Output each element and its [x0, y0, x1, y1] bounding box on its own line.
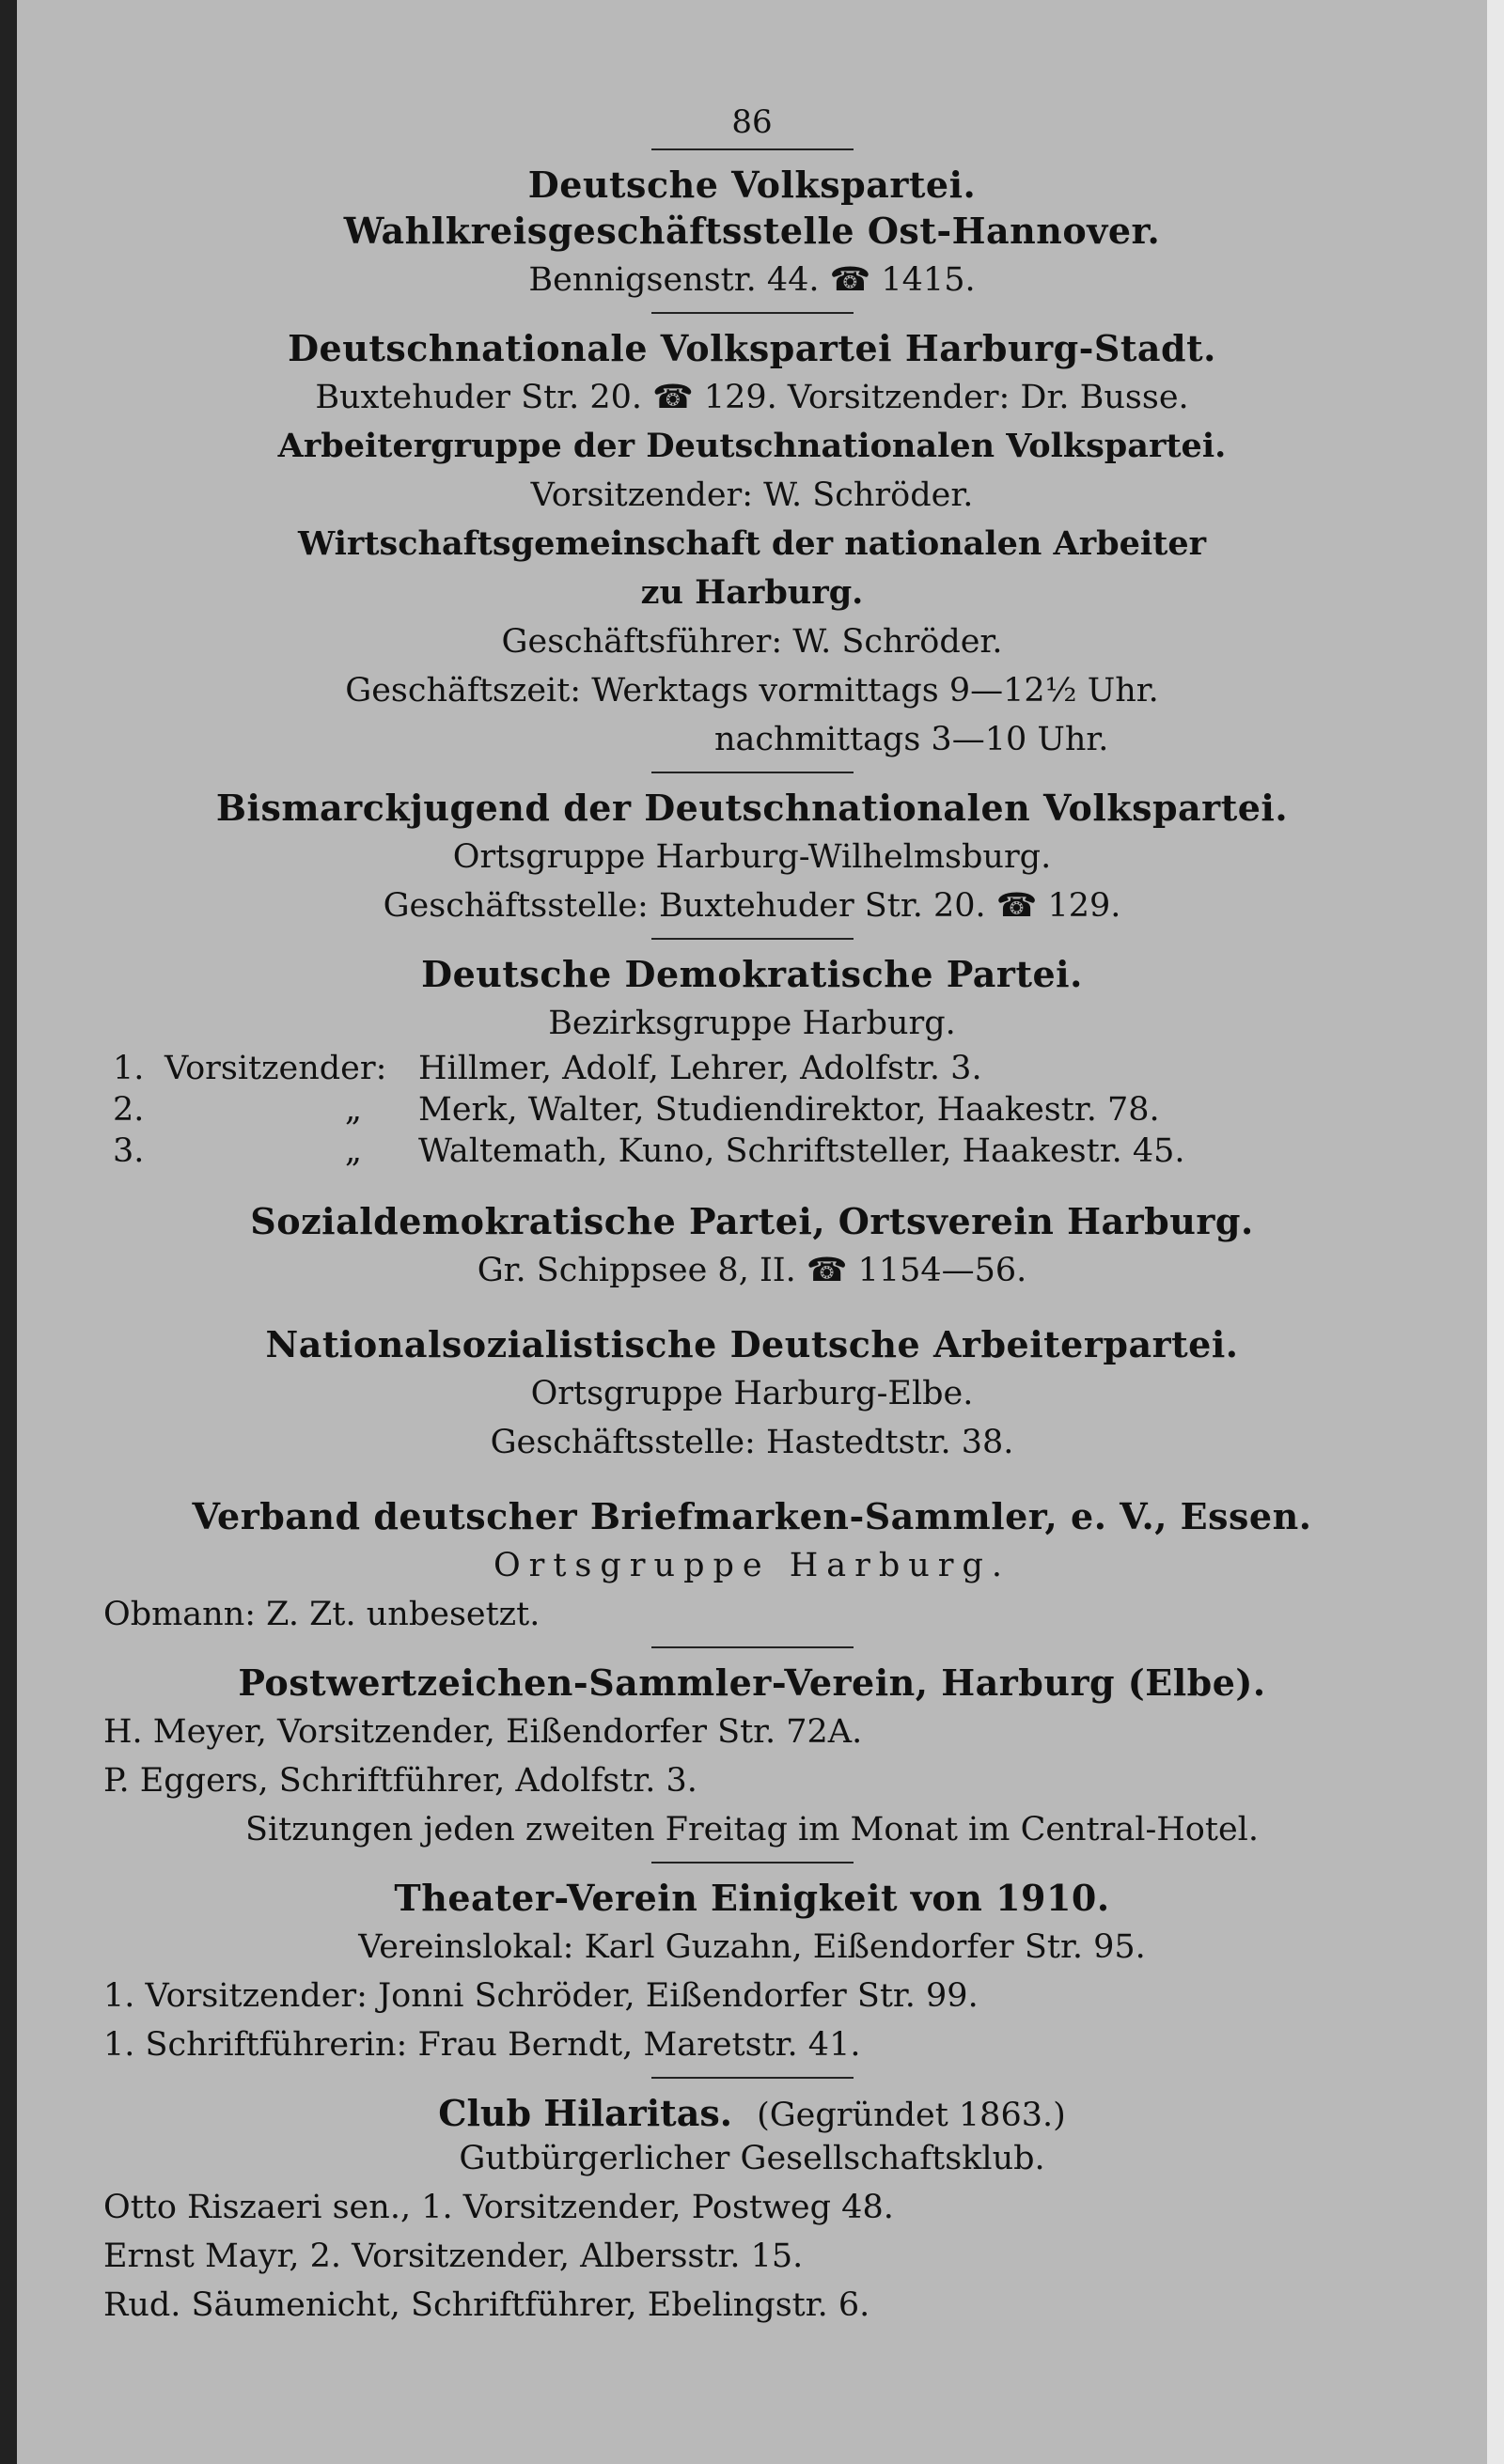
section-title: Theater-Verein Einigkeit von 1910. [394, 1877, 1110, 1919]
text-line: H. Meyer, Vorsitzender, Eißendorfer Str. 72A. [103, 1713, 863, 1751]
text-line: Ernst Mayr, 2. Vorsitzender, Albersstr. 15. [103, 2238, 804, 2275]
text-line: Geschäftszeit: Werktags vormittags 9—12½ Uhr. [345, 672, 1159, 710]
text-line: zu Harburg. [640, 573, 864, 612]
text-line: Vorsitzender: W. Schröder. [530, 476, 974, 514]
section-dvp [103, 164, 1401, 304]
section-title: Sozialdemokratische Partei, Ortsverein Harburg. [250, 1200, 1254, 1242]
divider [651, 772, 854, 773]
item-label: „ [344, 1091, 362, 1129]
text-line: Geschäftsstelle: Hastedtstr. 38. [490, 1424, 1014, 1461]
item-text: Merk, Walter, Studiendirektor, Haakestr. 78. [418, 1091, 1160, 1129]
divider [651, 938, 854, 940]
section-ddp [103, 953, 1401, 1172]
text-line: Bezirksgruppe Harburg. [548, 1005, 956, 1042]
text-line: Gutbürgerlicher Gesellschaftsklub. [459, 2140, 1045, 2177]
text-line: Otto Riszaeri sen., 1. Vorsitzender, Postweg 48. [103, 2189, 894, 2226]
text-line: 1. Schriftführerin: Frau Berndt, Maretstr. 41. [103, 2026, 861, 2064]
section-heading [103, 2092, 1401, 2134]
section-bismarckjugend [103, 787, 1401, 930]
list-item [113, 1048, 1401, 1089]
text-line: Arbeitergruppe der Deutschnationalen Volkspartei. [277, 427, 1227, 465]
scan-edge-right [1487, 0, 1504, 2464]
section-title: Nationalsozialistische Deutsche Arbeiterpartei. [265, 1323, 1239, 1365]
section-title: Club Hilaritas. [438, 2092, 732, 2134]
address: Bennigsenstr. 44. ☎ 1415. [528, 261, 976, 299]
section-title-note: (Gegründet 1863.) [757, 2097, 1066, 2134]
section-title: Bismarckjugend der Deutschnationalen Volkspartei. [215, 787, 1289, 829]
text-line: Ortsgruppe Harburg-Elbe. [530, 1375, 974, 1412]
text-line: Ortsgruppe Harburg. [493, 1547, 1011, 1584]
divider [651, 1862, 854, 1864]
section-title: Postwertzeichen-Sammler-Verein, Harburg (Elbe). [238, 1661, 1266, 1704]
text-line: Rud. Säumenicht, Schriftführer, Ebelingstr. 6. [103, 2286, 870, 2324]
text-line: Obmann: Z. Zt. unbesetzt. [103, 1596, 540, 1633]
section-nsdap [103, 1323, 1401, 1467]
section-title: Deutschnationale Volkspartei Harburg-Stadt. [288, 327, 1216, 369]
text-line: Geschäftsstelle: Buxtehuder Str. 20. ☎ 129. [383, 887, 1121, 925]
text-line: Gr. Schippsee 8, II. ☎ 1154—56. [477, 1252, 1027, 1289]
item-number: 3. [113, 1132, 145, 1170]
text-line: 1. Vorsitzender: Jonni Schröder, Eißendorfer Str. 99. [103, 1977, 979, 2015]
item-label: Vorsitzender: [164, 1050, 387, 1087]
section-theater-verein [103, 1877, 1401, 2069]
divider [651, 1646, 854, 1648]
section-subtitle: Wahlkreisgeschäftsstelle Ost-Hannover. [343, 210, 1161, 252]
divider [651, 2077, 854, 2079]
section-club-hilaritas [103, 2092, 1401, 2330]
item-number: 2. [113, 1091, 145, 1129]
text-line: nachmittags 3—10 Uhr. [714, 721, 1109, 758]
item-number: 1. [113, 1050, 145, 1087]
text-line: Wirtschaftsgemeinschaft der nationalen Arbeiter [297, 524, 1207, 563]
divider [651, 312, 854, 314]
item-text: Waltemath, Kuno, Schriftsteller, Haakestr. 45. [418, 1132, 1185, 1170]
text-line: Geschäftsführer: W. Schröder. [501, 623, 1003, 661]
officer-list [113, 1048, 1401, 1172]
list-item [113, 1089, 1401, 1131]
list-item [113, 1131, 1401, 1172]
text-line: Ortsgruppe Harburg-Wilhelmsburg. [452, 838, 1052, 876]
text-line: Buxtehuder Str. 20. ☎ 129. Vorsitzender: Dr. Busse. [315, 379, 1189, 416]
divider [651, 148, 854, 150]
scan-edge-left [0, 0, 17, 2464]
text-line: P. Eggers, Schriftführer, Adolfstr. 3. [103, 1762, 697, 1800]
section-title: Verband deutscher Briefmarken-Sammler, e. V., Essen. [192, 1495, 1312, 1537]
text-line: Sitzungen jeden zweiten Freitag im Monat im Central-Hotel. [245, 1811, 1259, 1848]
section-briefmarken [103, 1495, 1401, 1639]
section-postwertzeichen [103, 1661, 1401, 1854]
item-label: „ [344, 1132, 362, 1170]
page-content [103, 103, 1401, 2337]
item-text: Hillmer, Adolf, Lehrer, Adolfstr. 3. [418, 1050, 982, 1087]
section-dnvp [103, 327, 1401, 764]
page-number: 86 [731, 103, 773, 141]
text-line: Vereinslokal: Karl Guzahn, Eißendorfer Str. 95. [358, 1928, 1146, 1966]
section-title: Deutsche Volkspartei. [527, 164, 977, 206]
section-spd [103, 1200, 1401, 1295]
section-title: Deutsche Demokratische Partei. [421, 953, 1083, 995]
